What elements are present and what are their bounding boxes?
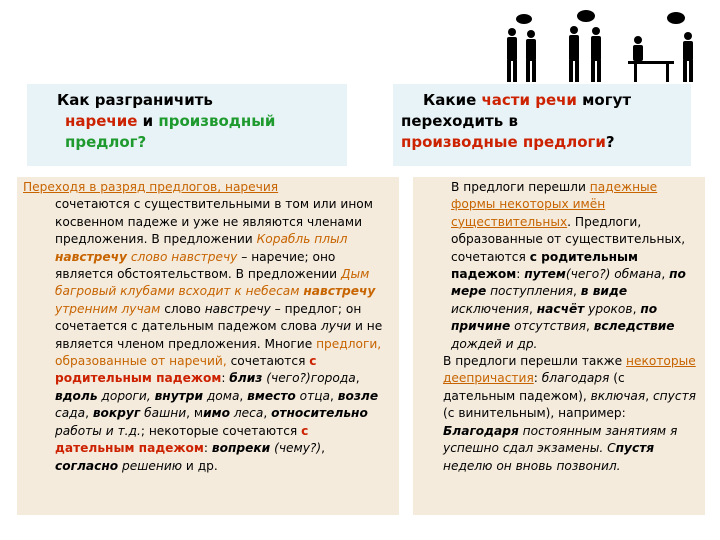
left-e2: (чего?) [262, 371, 311, 386]
question-box-left [27, 84, 347, 166]
right-p1i: по мере [451, 267, 686, 299]
right-para-2 [421, 353, 697, 475]
left-e1: близ [229, 371, 263, 386]
q1-line2 [57, 111, 339, 132]
left-text [23, 179, 389, 475]
right-p1o: насчёт [536, 301, 585, 316]
left-ex1c: слово [126, 249, 172, 264]
left-e8: дома [203, 388, 240, 403]
right-p2l: пустя [615, 441, 655, 456]
right-p1j: поступления [486, 284, 574, 299]
right-p1c: . Предлоги, образованные от существительных, сочетаются [451, 214, 686, 264]
adverb-transition-panel [17, 177, 399, 515]
right-p1l: в виде [580, 284, 628, 299]
left-e20: леса [229, 406, 264, 421]
left-ex2c: утренним лучам [55, 301, 161, 316]
left-e28: : [203, 441, 212, 456]
right-p1v: дождей [451, 336, 502, 351]
left-s8: сочетаются [226, 354, 310, 369]
right-p1d: с родительным падежом [451, 249, 639, 282]
left-e13: возле [337, 388, 379, 403]
right-p2h: спустя [652, 388, 696, 403]
left-e11: отца [295, 388, 330, 403]
q1-derived: производный [158, 112, 276, 130]
left-ex1a: Корабль плыл [256, 232, 348, 247]
right-p1q: , [632, 301, 641, 316]
left-e10: вместо [247, 388, 296, 403]
left-e26: с [301, 423, 309, 438]
right-p2i: (с винительным), например: [443, 406, 626, 421]
left-e18: , м [186, 406, 204, 421]
left-ex1b: навстречу [55, 249, 127, 264]
right-p1w: и др. [501, 336, 538, 351]
right-p2m: неделю он вновь позвонил. [443, 458, 621, 473]
right-p1e: : [516, 267, 525, 282]
left-heading-link: Переходя в разряд предлогов, наречия [23, 180, 279, 194]
q2-line3 [401, 132, 685, 153]
right-p1t: , [585, 319, 594, 334]
left-e21: , [263, 406, 272, 421]
q1-adverb: наречие [65, 112, 138, 130]
left-s3: – наречие; оно является обстоятельством. В предложении [55, 249, 341, 282]
left-e24: и т.д. [101, 423, 141, 438]
right-p2e: (с дательным падежом), [443, 371, 625, 403]
right-p2k: постоянным занятиям я успешно сдал экзамены. С [443, 423, 678, 456]
left-e19: имо [203, 406, 230, 421]
left-ex2a: Дым багровый клубами всходит к небесам [55, 267, 370, 299]
left-e12: , [329, 388, 338, 403]
right-p1n: , [528, 301, 537, 316]
left-e16: вокруг [92, 406, 141, 421]
right-p1b-link: падежные формы некоторых имён существительных [451, 180, 658, 229]
left-e9: , [239, 388, 248, 403]
left-e34: и др. [182, 458, 218, 473]
right-p2g: , [645, 388, 653, 403]
left-s4: слово [160, 301, 205, 316]
left-s5: – предлог; он сочетается с дательным падежом слова [55, 301, 362, 334]
left-s6: и не является членом предложения. Многие [55, 319, 383, 351]
right-p2j: Благодаря [443, 423, 519, 438]
q2-parts: части речи [481, 91, 577, 109]
left-e32: согласно [55, 458, 119, 473]
left-e29: вопреки [211, 441, 271, 456]
right-p2c: : [533, 371, 542, 386]
left-s10: : [221, 371, 230, 386]
right-p2b-link: некоторые деепричастия [443, 354, 696, 386]
q2-line1: Какие части речи могут [423, 91, 632, 109]
right-p1f: путем [524, 267, 566, 282]
left-s9: с родительным падежом [55, 354, 317, 386]
left-e23: работы [55, 423, 102, 438]
right-p1s: отсутствия [510, 319, 586, 334]
right-p2d: благодаря [541, 371, 610, 386]
left-s5i: лучи [320, 319, 352, 334]
left-e17: башни [140, 406, 187, 421]
left-e31: , [321, 441, 326, 456]
right-p1m: исключения [451, 301, 529, 316]
left-e27: дательным падежом [55, 441, 204, 456]
right-p1g: (чего?) обмана [565, 267, 662, 282]
question-box-right [393, 84, 691, 166]
left-e5: вдоль [55, 388, 98, 403]
left-e22: относительно [271, 406, 368, 421]
left-ex1d: навстречу [171, 249, 238, 264]
q2-w1: Какие [423, 91, 482, 109]
right-p1u: вследствие [593, 319, 675, 334]
left-e33: решению [118, 458, 183, 473]
right-p1a: В предлоги перешли [451, 180, 590, 194]
q1-line1: Как разграничить [57, 91, 213, 109]
q2-line2: переходить в [401, 112, 518, 130]
derived-prepositions-panel [413, 177, 705, 515]
right-p1k: , [573, 284, 581, 299]
q1-preposition: предлог? [65, 133, 147, 151]
left-e6: дороги, [97, 388, 155, 403]
right-p1p: уроков [584, 301, 633, 316]
people-conversation-icon [488, 6, 716, 86]
left-s4i: навстречу [204, 301, 271, 316]
q2-derived-preps: производные предлоги [401, 133, 606, 151]
right-p1r: по причине [451, 301, 658, 334]
left-s7: предлоги, образованные от наречий, [55, 336, 382, 369]
left-ex2b: навстречу [303, 284, 376, 299]
right-p1h: , [661, 267, 670, 282]
left-e25: ; некоторые сочетаются [140, 423, 302, 438]
left-e14: сада [55, 406, 86, 421]
q1-and: и [137, 112, 159, 130]
right-p2f: включая [590, 388, 646, 403]
left-e4: , [355, 371, 360, 386]
left-e3: города [310, 371, 356, 386]
left-s2: сочетаются с существительными в том или ином косвенном падеже и уже не являются членами предложения. В предложении [55, 197, 373, 247]
right-p2a: В предлоги перешли также [443, 354, 627, 369]
left-e7: внутри [154, 388, 203, 403]
right-para-1 [421, 179, 697, 353]
q2-qmark: ? [605, 133, 615, 151]
left-e15: , [85, 406, 93, 421]
left-e30: (чему?) [270, 441, 322, 456]
